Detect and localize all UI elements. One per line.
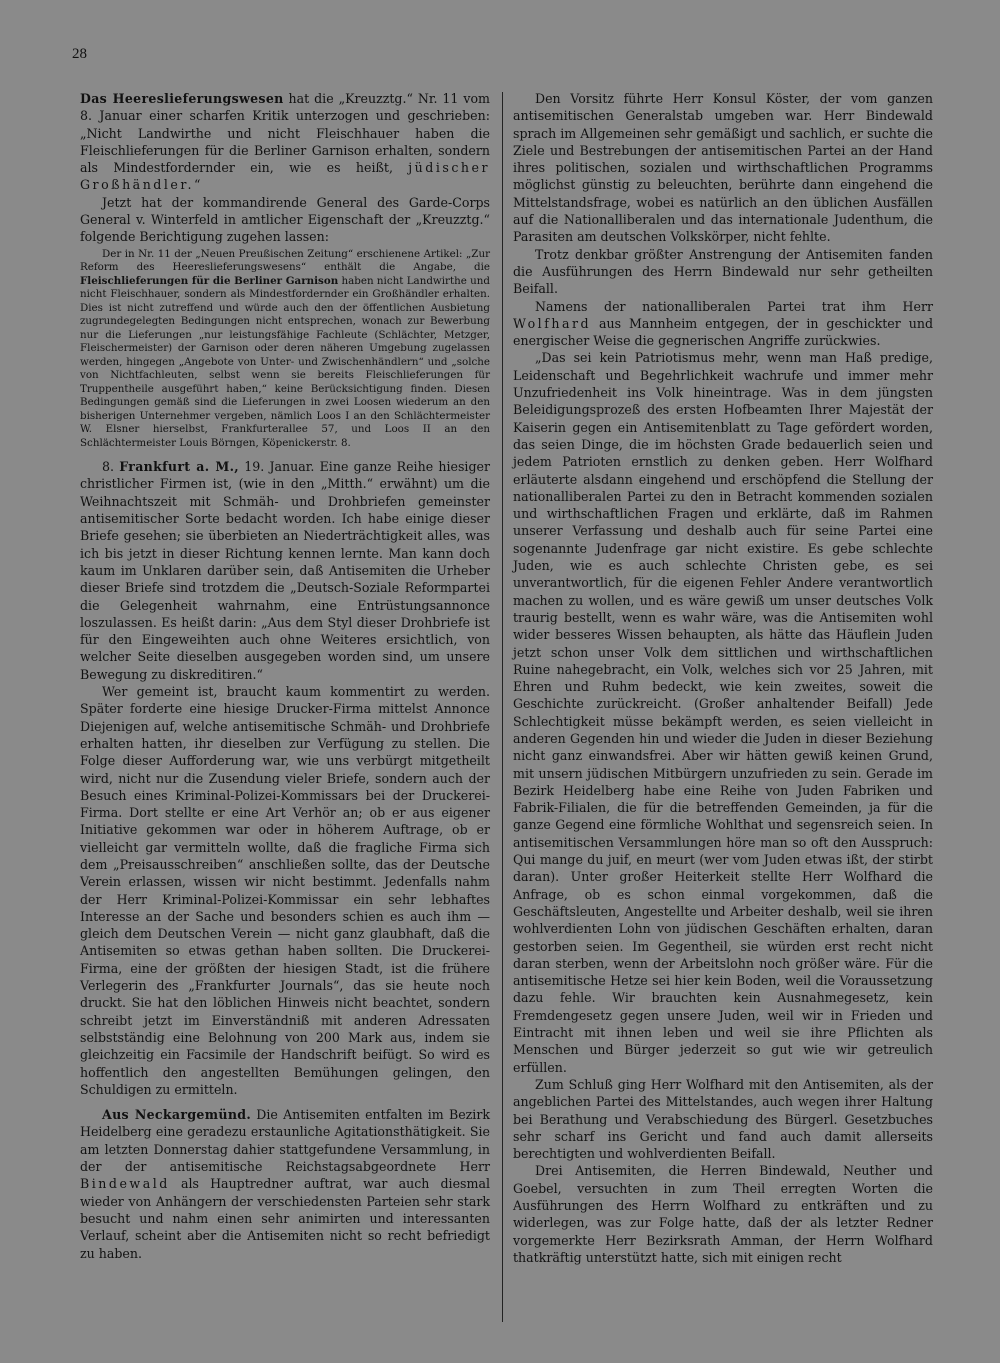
quoted-text: haben nicht Landwirthe und nicht Fleischhauer, sondern als Mindestfordernder ein Großhändler erhalten. Dies ist nicht zutreffend und würde auch den der öffentlichen Ausbietung zugrundegelegten Bedingungen nicht entsprechen, wonach zur Bewerbung nur die Lieferungen „nur leistungsfähige Fachleute (Schlächter, Metzger, Fleischermeister) der Garnison oder deren näheren Umgebung zugelassen werden, hingegen „Angebote von Unter- und Zwischenhändlern“ und „solche von Nichtfachleuten, selbst wenn sie bereits Fleischlieferungen für Truppentheile ausgeführt haben,“ keine Berücksichtigung finden. Diesen Bedingungen gemäß sind die Lieferungen in zwei Loosen wiederum an den bisherigen Unternehmer vergeben, nämlich Loos I an den Schlächtermeister W. Elsner hierselbst, Frankfurterallee 57, und Loos II an den Schlächtermeister Louis Börngen, Köpenickerstr. 8. <box>80 274 490 449</box>
quoted-bold-text: Fleischlieferungen für die Berliner Garnison <box>80 274 339 287</box>
article-number: 8. <box>102 459 115 475</box>
article-text: als Hauptredner auftrat, war auch diesmal wieder von Anhängern der verschiedensten Parteien sehr stark besucht und nahm einen sehr animirten und interessanten Verlauf, scheint aber die Antisemiten nicht so recht befriedigt zu haben. <box>80 1176 490 1261</box>
article-text: Die Antisemiten entfalten im Bezirk Heidelberg eine geradezu erstaunliche Agitationsthätigkeit. Sie am letzten Donnerstag dahier stattgefundene Versammlung, in der der antisemitische Reichstagsabgeordnete Herr <box>80 1107 490 1175</box>
paragraph-text: Namens der nationalliberalen Partei trat ihm Herr <box>535 298 933 314</box>
right-column <box>513 90 933 1266</box>
article-text: hat die „Kreuzztg.“ Nr. 11 vom 8. Januar einer scharfen Kritik unterzogen und geschrieben: „Nicht Landwirthe und nicht Fleischhauer haben die Fleischlieferungen für die Berliner Garnison erhalten, sondern als Mindestfordernder ein, wie es heißt, <box>80 91 490 176</box>
left-column <box>80 90 490 1262</box>
paragraph: Drei Antisemiten, die Herren Bindewald, Neuther und Goebel, versuchten in zum Theil erregten Worten die Ausführungen des Herrn Wolfhard zu entkräften und zu widerlegen, was zur Folge hatte, daß der als letzter Redner vorgemerkte Herr Bezirksrath Amman, der Herrn Wolfhard thatkräftig unterstützt hatte, sich mit einigen recht <box>513 1163 933 1265</box>
column-divider <box>502 92 503 1322</box>
paragraph: Wer gemeint ist, braucht kaum kommentirt zu werden. Später forderte eine hiesige Drucker-Firma mittelst Annonce Diejenigen auf, welche antisemitische Schmäh- und Drohbriefe erhalten hatten, ihr dieselben zur Verfügung zu stellen. Die Folge dieser Aufforderung war, wie uns verbürgt mitgetheilt wird, nicht nur die Zusendung vieler Briefe, sondern auch der Besuch eines Kriminal-Polizei-Kommissars bei der Druckerei-Firma. Dort stellte er eine Art Verhör an; ob er aus eigener Initiative gekommen war oder in höherem Auftrage, ob er vielleicht gar vermitteln wollte, daß die fragliche Firma sich dem „Preisausschreiben“ anschließen sollte, das der Deutsche Verein erlassen, wissen wir nicht bestimmt. Jedenfalls nahm der Herr Kriminal-Polizei-Kommissar ein sehr lebhaftes Interesse an der Sache und besonders schien es auch ihm — gleich dem Deutschen Verein — nicht ganz glaubhaft, daß die Antisemiten so etwas gethan haben sollten. Die Druckerei-Firma, eine der größten der hiesigen Stadt, ist die frühere Verlegerin des „Frankfurter Journals“, das sie heute noch druckt. Sie hat den löblichen Hinweis nicht beachtet, sondern schreibt jetzt im Einverständniß mit anderen Adressaten selbstständig eine Belohnung von 200 Mark aus, indem sie gleichzeitig ein Facsimile der Handschrift beifügt. So wird es hoffentlich den angestellten Bemühungen gelingen, den Schuldigen zu ermitteln. <box>80 684 490 1097</box>
article-heading: Aus Neckargemünd. <box>102 1107 252 1123</box>
paragraph <box>513 298 933 350</box>
paragraph-text: aus Mannheim entgegen, der in geschickter und energischer Weise die gegnerischen Angriffe zurückwies. <box>513 315 934 349</box>
article-neckargemuend <box>80 1106 490 1262</box>
article-heereslieferungswesen <box>80 90 490 194</box>
paragraph: Jetzt hat der kommandirende General des Garde-Corps General v. Winterfeld in amtlicher Eigenschaft der „Kreuzztg.“ folgende Berichtigung zugehen lassen: <box>80 194 490 245</box>
spaced-text: Bindewald <box>80 1176 170 1192</box>
paragraph: Den Vorsitz führte Herr Konsul Köster, der vom ganzen antisemitischen Generalstab umgeben war. Herr Bindewald sprach im Allgemeinen sehr gemäßigt und sachlich, er suchte die Ziele und Bestrebungen der antisemitischen Partei an der Hand ihres politischen, sozialen und wirthschaftlichen Programms möglichst günstig zu beleuchten, berührte dann eingehend die Mittelstandsfrage, wobei es natürlich an den üblichen Ausfällen auf die Nationalliberalen und das internationale Judenthum, die Parasiten am deutschen Volkskörper, nicht fehlte. <box>513 91 933 245</box>
spaced-text: Wolfhard <box>513 315 592 331</box>
quoted-correction <box>80 248 490 451</box>
article-heading: Das Heereslieferungswesen <box>80 91 284 106</box>
paragraph: „Das sei kein Patriotismus mehr, wenn man Haß predige, Leidenschaft und Begehrlichkeit wachrufe und immer mehr Unzufriedenheit ins Volk hineintrage. Was in dem jüngsten Beleidigungsprozeß des ersten Hofbeamten Ihrer Majestät der Kaiserin gegen ein Antisemitenblatt zu Tage gefördert worden, das seien Dinge, die im höchsten Grade bedauerlich seien und jedem Patrioten ernstlich zu denken geben. Herr Wolfhard erläuterte alsdann eingehend und erschöpfend die Stellung der nationalliberalen Partei zu den in Betracht kommenden sozialen und wirthschaftlichen Fragen und erklärte, daß im Rahmen unserer Verfassung und deshalb auch für seine Partei eine sogenannte Judenfrage gar nicht existire. Es gebe schlechte Juden, wie es auch schlechte Christen gebe, es sei unverantwortlich, für die eigenen Fehler Andere verantwortlich machen zu wollen, und es wäre gewiß um unser deutsches Volk traurig bestellt, wenn es wahr wäre, was die Antisemiten wohl wider besseres Wissen behaupten, als hätte das Häuflein Juden jetzt schon unser Volk dem sittlichen und wirthschaftlichen Ruine nahegebracht, ein Volk, welches sich vor 25 Jahren, mit Ehren und Ruhm bedeckt, wie kein zweites, soweit die Geschichte zurückreicht. (Großer anhaltender Beifall) Jede Schlechtigkeit müsse bekämpft werden, es seien vielleicht in anderen Gegenden hin und wieder die Juden in dieser Beziehung nicht ganz einwandsfrei. Aber wir hätten gewiß keinen Grund, mit unsern jüdischen Mitbürgern unzufrieden zu sein. Gerade im Bezirk Heidelberg habe eine Reihe von Juden Fabriken und Fabrik-Filialen, die für die betreffenden Gemeinden, ja für die ganze Gegend eine förmliche Wohlthat und segensreich seien. In antisemitischen Versammlungen höre man so oft den Ausspruch: Qui mange du juif, en meurt (wer vom Juden etwas ißt, der stirbt daran). Unter großer Heiterkeit stellte Herr Wolfhard die Anfrage, ob es schon einmal vorgekommen, daß die Geschäftsleuten, Angestellte und Arbeiter deshalb, weil sie ihren wohlverdienten Lohn von jüdischen Geschäften erhalten, daran gestorben seien. Im Gegentheil, sie würden erst recht nicht daran sterben, wenn der Arbeitslohn noch größer wäre. Für die antisemitische Hetze sei hier kein Boden, weil die Voraussetzung dazu fehle. Wir brauchten kein Ausnahmegesetz, kein Fremdengesetz gegen unsere Juden, weil wir in Frieden und Eintracht mit ihnen leben und weil sie ihre Pflichten als Menschen und Bürger jederzeit so gut wie wir getreulich erfüllen. <box>513 350 933 1075</box>
article-text: 19. Januar. Eine ganze Reihe hiesiger christlicher Firmen ist, (wie in den „Mitth.“ erwähnt) um die Weihnachtszeit mit Schmäh- und Drohbriefen gemeinster antisemitischer Sorte bedacht worden. Ich habe einige dieser Briefe gesehen; sie überbieten an Niederträchtigkeit alles, was ich bis jetzt in dieser Richtung kennen lernte. Man kann doch kaum im Unklaren darüber sein, daß Antisemiten die Urheber dieser Briefe sind trotzdem die „Deutsch-Soziale Reformpartei die Gelegenheit wahrnahm, eine Entrüstungsannonce loszulassen. Es heißt darin: „Aus dem Styl dieser Drohbriefe ist für den Eingeweihten auch ohne Weiteres ersichtlich, von welcher Seite dieselben ausgegeben worden sind, um unsere Bewegung zu diskreditiren.“ <box>80 459 490 682</box>
article-heading: Frankfurt a. M., <box>119 459 239 475</box>
quoted-text: Der in Nr. 11 der „Neuen Preußischen Zeitung“ erschienene Artikel: „Zur Reform des Heereslieferungswesens“ enthält die Angabe, die <box>80 247 490 274</box>
spaced-text: jüdischer Großhändler.“ <box>80 160 490 193</box>
article-frankfurt <box>80 458 490 683</box>
page-number: 28 <box>72 46 87 62</box>
paragraph: Trotz denkbar größter Anstrengung der Antisemiten fanden die Ausführungen des Herrn Bindewald nur sehr getheilten Beifall. <box>513 246 933 297</box>
paragraph: Zum Schluß ging Herr Wolfhard mit den Antisemiten, als der angeblichen Partei des Mittelstandes, auch wegen ihrer Haltung bei Berathung und Verabschiedung des Bürgerl. Gesetzbuches sehr scharf ins Gericht und fand auch damit allerseits berechtigten und wohlverdienten Beifall. <box>513 1076 933 1162</box>
